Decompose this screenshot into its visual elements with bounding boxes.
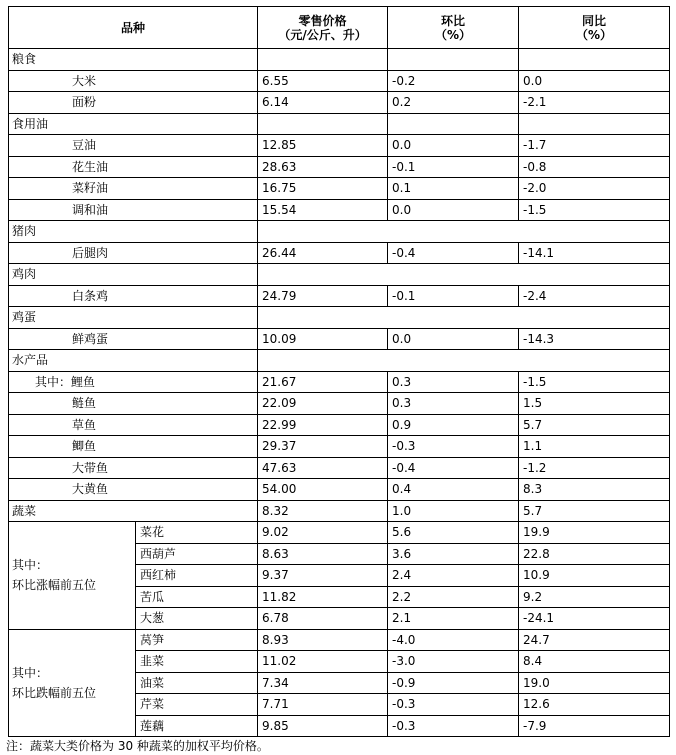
- item-mom: 0.1: [388, 178, 519, 200]
- item-yoy: -2.0: [519, 178, 670, 200]
- item-price: 21.67: [258, 371, 388, 393]
- item-mom: -3.0: [388, 651, 519, 673]
- item-name: 鲫鱼: [9, 436, 258, 458]
- item-yoy: 19.0: [519, 672, 670, 694]
- empty-cell: [258, 350, 670, 372]
- item-price: 22.09: [258, 393, 388, 415]
- category-row: [9, 49, 670, 71]
- item-name: 西红柿: [136, 565, 258, 587]
- header-mom-line1: 环比: [441, 13, 466, 28]
- item-name: 其中：鲤鱼: [9, 371, 258, 393]
- item-mom: 0.4: [388, 479, 519, 501]
- empty-cell: [258, 113, 388, 135]
- item-yoy: -1.5: [519, 199, 670, 221]
- veg-down-group-label: [9, 629, 136, 737]
- empty-cell: [388, 49, 519, 71]
- table-row: [9, 242, 670, 264]
- header-yoy: [519, 7, 670, 49]
- item-price: 16.75: [258, 178, 388, 200]
- item-mom: 2.2: [388, 586, 519, 608]
- item-price: 6.14: [258, 92, 388, 114]
- item-name: 莲藕: [136, 715, 258, 737]
- item-yoy: -14.1: [519, 242, 670, 264]
- item-yoy: -2.4: [519, 285, 670, 307]
- item-mom: 1.0: [388, 500, 519, 522]
- category-egg: 鸡蛋: [9, 307, 258, 329]
- item-price: 47.63: [258, 457, 388, 479]
- item-mom: 5.6: [388, 522, 519, 544]
- item-yoy: -24.1: [519, 608, 670, 630]
- category-row: [9, 221, 670, 243]
- table-row: [9, 92, 670, 114]
- item-yoy: 5.7: [519, 414, 670, 436]
- retail-price-table: [8, 6, 670, 737]
- item-mom: -0.3: [388, 436, 519, 458]
- empty-cell: [258, 264, 670, 286]
- item-name: 西葫芦: [136, 543, 258, 565]
- item-yoy: 19.9: [519, 522, 670, 544]
- item-name: 莴笋: [136, 629, 258, 651]
- header-price-line1: 零售价格: [298, 13, 347, 28]
- empty-cell: [258, 221, 670, 243]
- item-name: 大黄鱼: [9, 479, 258, 501]
- category-row: [9, 113, 670, 135]
- item-mom: -0.3: [388, 694, 519, 716]
- veg-up-label-line2: 环比涨幅前五位: [12, 578, 97, 593]
- item-name: 豆油: [9, 135, 258, 157]
- item-name: 芹菜: [136, 694, 258, 716]
- item-name: 鲜鸡蛋: [9, 328, 258, 350]
- item-price: 29.37: [258, 436, 388, 458]
- table-row: [9, 522, 670, 544]
- item-price: 10.09: [258, 328, 388, 350]
- header-price-line2: （元/公斤、升）: [278, 27, 367, 42]
- category-pork: 猪肉: [9, 221, 258, 243]
- item-name: 油菜: [136, 672, 258, 694]
- item-price: 11.02: [258, 651, 388, 673]
- header-variety: [9, 7, 258, 49]
- item-mom: -0.2: [388, 70, 519, 92]
- veg-down-label-line1: 其中：: [12, 665, 49, 680]
- category-row: [9, 307, 670, 329]
- empty-cell: [258, 49, 388, 71]
- item-yoy: -1.2: [519, 457, 670, 479]
- header-variety-label: 品种: [121, 20, 146, 35]
- item-name: 大葱: [136, 608, 258, 630]
- table-row: [9, 156, 670, 178]
- item-name: 白条鸡: [9, 285, 258, 307]
- item-yoy: -14.3: [519, 328, 670, 350]
- item-yoy: 24.7: [519, 629, 670, 651]
- empty-cell: [519, 113, 670, 135]
- item-mom: -0.3: [388, 715, 519, 737]
- veg-up-label-line1: 其中：: [12, 558, 49, 573]
- item-name: 苦瓜: [136, 586, 258, 608]
- item-yoy: 1.1: [519, 436, 670, 458]
- item-price: 11.82: [258, 586, 388, 608]
- item-name: 菜籽油: [9, 178, 258, 200]
- item-yoy: -0.8: [519, 156, 670, 178]
- empty-cell: [388, 113, 519, 135]
- item-name: 大带鱼: [9, 457, 258, 479]
- item-mom: 0.2: [388, 92, 519, 114]
- header-mom: [388, 7, 519, 49]
- table-row: [9, 178, 670, 200]
- category-veg: 蔬菜: [9, 500, 258, 522]
- item-price: 8.93: [258, 629, 388, 651]
- item-name: 大米: [9, 70, 258, 92]
- item-price: 9.85: [258, 715, 388, 737]
- category-grain: 粮食: [9, 49, 258, 71]
- item-yoy: 8.3: [519, 479, 670, 501]
- item-price: 7.71: [258, 694, 388, 716]
- item-price: 15.54: [258, 199, 388, 221]
- table-row: [9, 629, 670, 651]
- item-mom: -0.1: [388, 156, 519, 178]
- item-mom: -0.9: [388, 672, 519, 694]
- item-name: 韭菜: [136, 651, 258, 673]
- table-row: [9, 414, 670, 436]
- table-row: [9, 328, 670, 350]
- category-oil: 食用油: [9, 113, 258, 135]
- empty-cell: [519, 49, 670, 71]
- table-row: [9, 479, 670, 501]
- header-price: [258, 7, 388, 49]
- item-price: 6.78: [258, 608, 388, 630]
- table-row: [9, 436, 670, 458]
- item-price: 6.55: [258, 70, 388, 92]
- price-table-container: [8, 6, 670, 737]
- table-row: [9, 371, 670, 393]
- item-mom: 2.4: [388, 565, 519, 587]
- item-price: 12.85: [258, 135, 388, 157]
- item-yoy: 22.8: [519, 543, 670, 565]
- category-row: [9, 264, 670, 286]
- item-price: 9.02: [258, 522, 388, 544]
- item-yoy: -1.5: [519, 371, 670, 393]
- category-chicken: 鸡肉: [9, 264, 258, 286]
- footnote: 注：蔬菜大类价格为 30 种蔬菜的加权平均价格。: [6, 739, 269, 753]
- item-yoy: -7.9: [519, 715, 670, 737]
- item-mom: 2.1: [388, 608, 519, 630]
- category-aquatic: 水产品: [9, 350, 258, 372]
- item-yoy: -2.1: [519, 92, 670, 114]
- empty-cell: [258, 307, 670, 329]
- item-mom: 0.9: [388, 414, 519, 436]
- item-price: 8.32: [258, 500, 388, 522]
- item-yoy: 9.2: [519, 586, 670, 608]
- item-yoy: -1.7: [519, 135, 670, 157]
- item-mom: -0.4: [388, 242, 519, 264]
- header-yoy-line1: 同比: [582, 13, 607, 28]
- item-yoy: 0.0: [519, 70, 670, 92]
- item-name: 草鱼: [9, 414, 258, 436]
- table-row: [9, 285, 670, 307]
- item-mom: -4.0: [388, 629, 519, 651]
- header-yoy-line2: （%）: [576, 27, 613, 42]
- table-row: [9, 500, 670, 522]
- item-price: 24.79: [258, 285, 388, 307]
- item-price: 54.00: [258, 479, 388, 501]
- item-mom: -0.1: [388, 285, 519, 307]
- item-name: 菜花: [136, 522, 258, 544]
- item-price: 22.99: [258, 414, 388, 436]
- item-name: 花生油: [9, 156, 258, 178]
- item-mom: 0.3: [388, 371, 519, 393]
- item-price: 7.34: [258, 672, 388, 694]
- item-name: 面粉: [9, 92, 258, 114]
- category-row: [9, 350, 670, 372]
- veg-up-group-label: [9, 522, 136, 630]
- item-name: 后腿肉: [9, 242, 258, 264]
- item-name: 鲢鱼: [9, 393, 258, 415]
- item-yoy: 1.5: [519, 393, 670, 415]
- table-row: [9, 393, 670, 415]
- table-row: [9, 135, 670, 157]
- item-price: 8.63: [258, 543, 388, 565]
- item-yoy: 12.6: [519, 694, 670, 716]
- item-price: 9.37: [258, 565, 388, 587]
- table-row: [9, 70, 670, 92]
- table-row: [9, 457, 670, 479]
- item-yoy: 5.7: [519, 500, 670, 522]
- item-mom: -0.4: [388, 457, 519, 479]
- item-price: 26.44: [258, 242, 388, 264]
- item-mom: 0.0: [388, 135, 519, 157]
- item-mom: 0.0: [388, 199, 519, 221]
- table-header-row: [9, 7, 670, 49]
- veg-down-label-line2: 环比跌幅前五位: [12, 685, 97, 700]
- item-price: 28.63: [258, 156, 388, 178]
- table-row: [9, 199, 670, 221]
- item-mom: 0.3: [388, 393, 519, 415]
- item-yoy: 10.9: [519, 565, 670, 587]
- item-name: 调和油: [9, 199, 258, 221]
- item-mom: 3.6: [388, 543, 519, 565]
- header-mom-line2: （%）: [435, 27, 472, 42]
- item-yoy: 8.4: [519, 651, 670, 673]
- item-mom: 0.0: [388, 328, 519, 350]
